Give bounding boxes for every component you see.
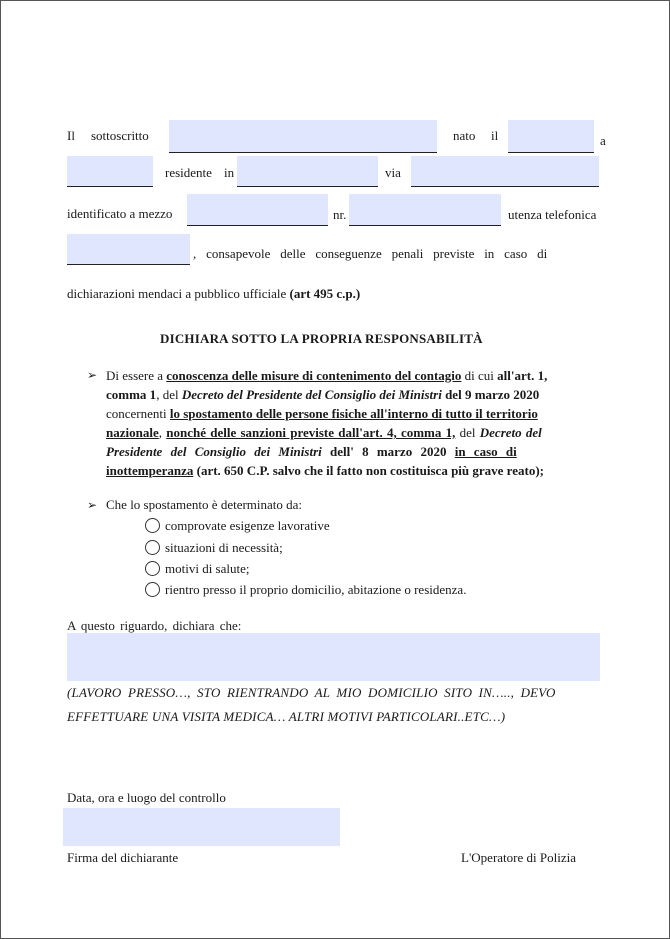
declaration-label: A questo riguardo, dichiara che: bbox=[67, 618, 242, 633]
label-utenza: utenza telefonica bbox=[508, 207, 597, 222]
spostamento-intro: Che lo spostamento è determinato da: bbox=[106, 497, 303, 512]
paragraph-1-row bbox=[106, 442, 547, 461]
signature-label: Firma del dichiarante bbox=[67, 850, 179, 865]
label-via: via bbox=[385, 165, 401, 180]
p1-bold: del 9 marzo 2020 bbox=[441, 387, 540, 402]
paragraph-1-row bbox=[106, 404, 547, 423]
p1-text: , del bbox=[156, 387, 182, 402]
p1-bold-underline: lo spostamento delle persone fisiche all'interno di tutto il territorio bbox=[169, 406, 538, 421]
label-nr: nr. bbox=[333, 207, 347, 222]
option-2-label: situazioni di necessità; bbox=[165, 540, 283, 555]
dichiarazioni-text bbox=[67, 286, 360, 302]
birth-place-input[interactable] bbox=[67, 156, 153, 187]
label-identificato: identificato a mezzo bbox=[67, 206, 173, 221]
birth-date-input[interactable] bbox=[508, 120, 594, 153]
p1-bold: all'art. 1, bbox=[497, 368, 548, 383]
paragraph-1-row bbox=[106, 423, 547, 442]
p1-text: Di essere a bbox=[106, 368, 167, 383]
p1-bold-underline: conoscenza delle misure di contenimento del contagio bbox=[166, 368, 462, 383]
p1-bold: (art. 650 C.P. salvo che il fatto non costituisca più grave reato); bbox=[193, 463, 544, 478]
p1-text: concernenti bbox=[106, 406, 170, 421]
label-nato: nato bbox=[453, 128, 476, 143]
p1-bold-italic: Decreto del bbox=[479, 425, 542, 440]
declaration-textarea[interactable] bbox=[67, 633, 600, 681]
radio-option-3[interactable] bbox=[145, 561, 160, 576]
example-line-2: EFFETTUARE UNA VISITA MEDICA… ALTRI MOTIVI PARTICOLARI..ETC…) bbox=[67, 709, 506, 724]
label-il-2: il bbox=[491, 128, 499, 143]
p1-bold-italic: Presidente del Consiglio dei Ministri bbox=[106, 444, 322, 459]
label-residente: residente bbox=[165, 165, 212, 180]
paragraph-1-row bbox=[106, 366, 547, 385]
p1-text: del bbox=[455, 425, 480, 440]
p1-bold: comma 1 bbox=[106, 387, 157, 402]
p1-text: di cui bbox=[461, 368, 498, 383]
option-4-label: rientro presso il proprio domicilio, abitazione o residenza. bbox=[165, 582, 467, 597]
label-il: Il bbox=[67, 128, 75, 143]
p1-text: , bbox=[158, 425, 167, 440]
radio-option-1[interactable] bbox=[145, 518, 160, 533]
example-line-1: (LAVORO PRESSO…, STO RIENTRANDO AL MIO DOMICILIO SITO IN….., DEVO bbox=[67, 685, 556, 700]
name-input[interactable] bbox=[169, 120, 437, 153]
street-input[interactable] bbox=[411, 156, 599, 187]
date-place-label: Data, ora e luogo del controllo bbox=[67, 790, 226, 805]
radio-option-2[interactable] bbox=[145, 540, 160, 555]
heading: DICHIARA SOTTO LA PROPRIA RESPONSABILITÀ bbox=[160, 331, 483, 346]
p1-bold: dell' 8 marzo 2020 bbox=[321, 444, 455, 459]
p1-bold-italic: Decreto del Presidente del Consiglio dei Ministri bbox=[181, 387, 442, 402]
paragraph-1 bbox=[106, 366, 547, 480]
paragraph-1-row bbox=[106, 385, 547, 404]
p1-bold-underline: nazionale bbox=[106, 425, 159, 440]
option-3-label: motivi di salute; bbox=[165, 561, 250, 576]
label-sottoscritto: sottoscritto bbox=[91, 128, 149, 143]
bullet-arrow-icon: ➢ bbox=[87, 368, 98, 382]
dichiarazioni-label: dichiarazioni mendaci a pubblico ufficiale bbox=[67, 286, 287, 301]
phone-input[interactable] bbox=[67, 234, 190, 265]
residence-input[interactable] bbox=[237, 156, 378, 187]
p1-bold-underline: nonché delle sanzioni previste dall'art. 4, comma 1, bbox=[166, 425, 456, 440]
label-in: in bbox=[224, 165, 235, 180]
bullet-arrow-icon: ➢ bbox=[87, 498, 98, 512]
p1-bold-underline: in caso di bbox=[454, 444, 517, 459]
id-number-input[interactable] bbox=[349, 194, 501, 226]
consapevole-text: , consapevole delle conseguenze penali previste in caso di bbox=[193, 246, 548, 261]
label-a: a bbox=[600, 133, 606, 148]
p1-bold-underline: inottemperanza bbox=[106, 463, 194, 478]
id-document-input[interactable] bbox=[187, 194, 328, 226]
radio-option-4[interactable] bbox=[145, 582, 160, 597]
paragraph-1-row bbox=[106, 461, 547, 480]
date-place-input[interactable] bbox=[63, 808, 340, 846]
option-1-label: comprovate esigenze lavorative bbox=[165, 518, 330, 533]
art-495-ref: (art 495 c.p.) bbox=[289, 286, 361, 301]
officer-label: L'Operatore di Polizia bbox=[461, 850, 576, 865]
